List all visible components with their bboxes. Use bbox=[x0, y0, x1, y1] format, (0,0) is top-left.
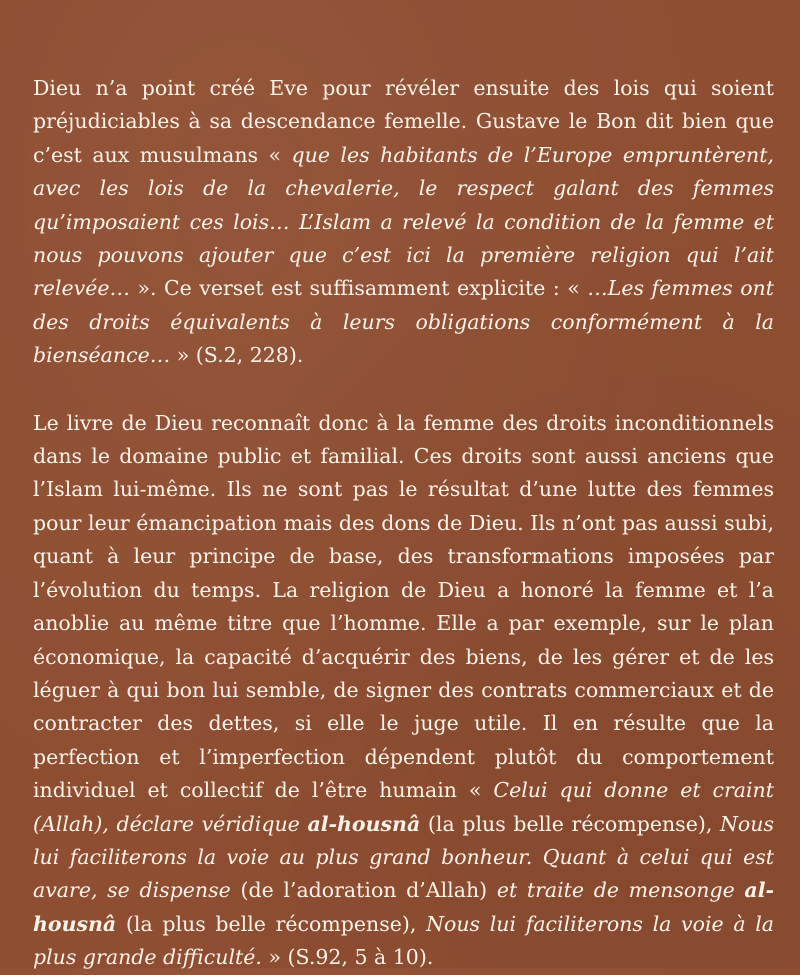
verse-reference: » (S.2, 228). bbox=[170, 343, 304, 368]
text-segment: (de l’adoration d’Allah) bbox=[230, 878, 497, 903]
paragraph-2 bbox=[33, 407, 774, 975]
quote-verse-92: Nous lui faciliterons la voie à la plus grande difficulté. bbox=[33, 911, 774, 970]
text-segment: (la plus belle récompense), bbox=[116, 911, 427, 936]
term-al-housna: al-housnâ bbox=[33, 878, 774, 936]
text-segment: (la plus belle récompense), bbox=[420, 811, 720, 836]
quote-verse-92: Nous lui faciliterons la voie au plus grand bonheur. Quant à celui qui est avare, se dispense bbox=[33, 811, 774, 903]
quote-verse-2-228: …Les femmes ont des droits équivalents à leurs obligations conformément à la bienséance… bbox=[33, 276, 774, 368]
paragraph-1 bbox=[33, 72, 774, 373]
verse-reference: » (S.92, 5 à 10). bbox=[261, 945, 434, 970]
quote-verse-92: Celui qui donne et craint (Allah), déclare véridique bbox=[33, 778, 774, 836]
quote-gustave-le-bon: que les habitants de l’Europe empruntèrent, avec les lois de la chevalerie, le respect galant des femmes qu’imposaient ces lois… L’Islam a relevé la condition de la femme et nous pouvons ajouter que c’est ici la première religion qui l’ait relevée… bbox=[33, 142, 774, 301]
quote-verse-92: et traite de mensonge bbox=[496, 878, 745, 903]
text-segment: Le livre de Dieu reconnaît donc à la femme des droits inconditionnels dans le domaine public et familial. Ces droits sont aussi anciens que l’Islam lui-même. Ils ne sont pas le résultat d’une lutte des femmes pour leur émancipation mais des dons de Dieu. Ils n’ont pas aussi subi, quant à leur principe de base, des transformations imposées par l’évolution du temps. La religion de Dieu a honoré la femme et l’a anoblie au même titre que l’homme. Elle a par exemple, sur le plan économique, la capacité d’acquérir des biens, de les gérer et de les léguer à qui bon lui semble, de signer des contrats commerciaux et de contracter des dettes, si elle le juge utile. Il en résulte que la perfection et l’imperfection dépendent plutôt du comportement individuel et collectif de l’être humain « bbox=[33, 410, 774, 803]
text-segment: Dieu n’a point créé Eve pour révéler ensuite des lois qui soient préjudiciables à sa descendance femelle. Gustave le Bon dit bien que c’est aux musulmans « bbox=[33, 76, 774, 167]
text-segment: ». Ce verset est suffisamment explicite : « bbox=[129, 276, 588, 301]
term-al-housna: al-housnâ bbox=[307, 811, 421, 836]
